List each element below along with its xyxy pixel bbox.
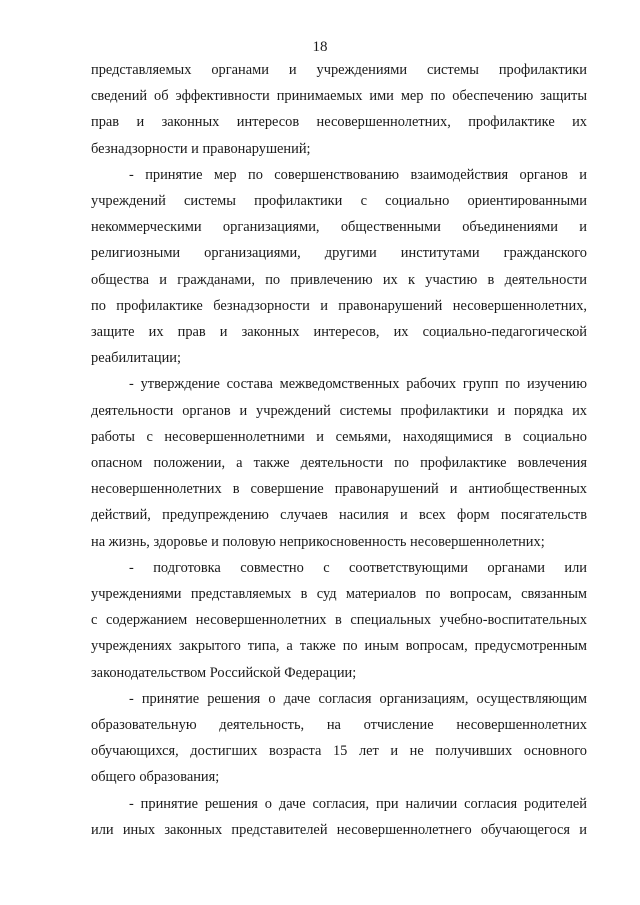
paragraph [91,791,587,843]
text-line: или иных законных представителей несовершеннолетнего обучающегося и [91,821,587,838]
text-line: законодательством Российской Федерации; [91,664,357,681]
text-line: - утверждение состава межведомственных рабочих групп по изучению [129,376,587,393]
text-line: общества и гражданами, по привлечению их к участию в деятельности [91,271,587,288]
text-line: безнадзорности и правонарушений; [91,140,311,157]
text-line: несовершеннолетних в совершение правонарушений и антиобщественных [91,481,587,498]
text-line: представляемых органами и учреждениями системы профилактики [91,62,587,78]
text-line: обучающихся, достигших возраста 15 лет и не получивших основного [91,743,587,760]
text-line: реабилитации; [91,350,182,367]
text-line: действий, предупреждению случаев насилия и всех форм посягательств [91,507,587,524]
text-line: учреждениях закрытого типа, а также по иным вопросам, предусмотренным [91,638,587,655]
text-line: сведений об эффективности принимаемых ими мер по обеспечению защиты [91,88,587,105]
paragraph [91,162,587,372]
text-line: образовательную деятельность, на отчисление несовершеннолетних [91,717,587,734]
document-body [91,57,587,843]
paragraph [91,371,587,554]
text-line: защите их прав и законных интересов, их социально-педагогической [91,324,587,341]
paragraph [91,686,587,791]
text-line: по профилактике безнадзорности и правонарушений несовершеннолетних, [91,297,587,314]
text-line: учреждениями представляемых в суд материалов по вопросам, связанным [91,586,587,603]
text-line: религиозными организациями, другими институтами гражданского [91,245,587,262]
text-line: прав и законных интересов несовершеннолетних, профилактике их [91,114,587,131]
text-line: - принятие мер по совершенствованию взаимодействия органов и [129,166,587,183]
paragraph [91,555,587,686]
text-line: учреждений системы профилактики с социально ориентированными [91,193,587,210]
text-line: - принятие решения о даче согласия, при наличии согласия родителей [129,795,587,812]
text-line: опасном положении, а также деятельности по профилактике вовлечения [91,455,587,472]
paragraph [91,57,587,162]
text-line: на жизнь, здоровье и половую неприкосновенность несовершеннолетних; [91,533,545,550]
text-line: - принятие решения о даче согласия организациям, осуществляющим [129,690,587,707]
text-line: деятельности органов и учреждений системы профилактики и порядка их [91,402,587,419]
text-line: - подготовка совместно с соответствующими органами или [129,559,587,576]
text-line: с содержанием несовершеннолетних в специальных учебно-воспитательных [91,612,587,629]
text-line: некоммерческими организациями, общественными объединениями и [91,219,587,236]
text-line: общего образования; [91,769,220,786]
text-line: работы с несовершеннолетними и семьями, находящимися в социально [91,428,587,445]
page-number: 18 [312,39,328,55]
